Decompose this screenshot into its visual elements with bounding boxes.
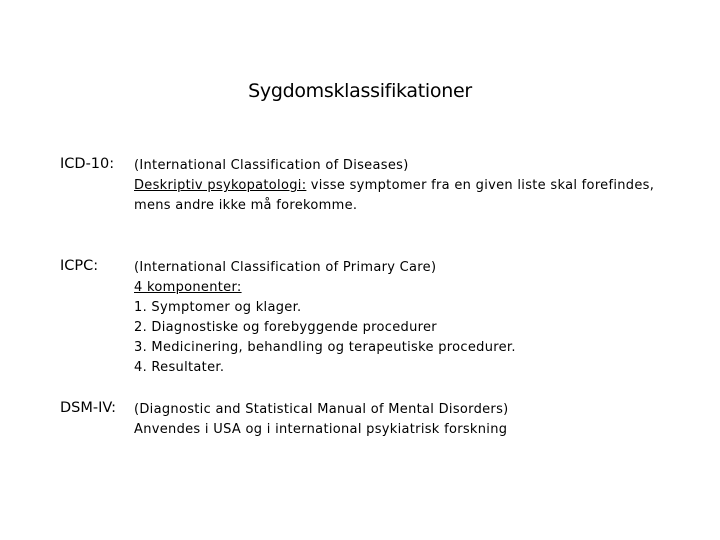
description-line: Anvendes i USA og i international psykiatrisk forskning — [134, 422, 508, 437]
full-name: (International Classification of Diseases) — [134, 158, 409, 173]
list-item: 4. Resultater. — [134, 360, 225, 375]
description-line — [134, 176, 694, 196]
term-description — [134, 156, 694, 216]
list-item: 1. Symptomer og klager. — [134, 300, 302, 315]
list-item: 3. Medicinering, behandling og terapeutiske procedurer. — [134, 340, 516, 355]
full-name: (International Classification of Primary Care) — [134, 260, 437, 275]
underlined-heading: 4 komponenter: — [134, 280, 242, 295]
description-line: mens andre ikke må forekomme. — [134, 198, 358, 213]
full-name: (Diagnostic and Statistical Manual of Mental Disorders) — [134, 402, 509, 417]
list-item: 2. Diagnostiske og forebyggende procedurer — [134, 320, 437, 335]
term-description — [134, 258, 694, 378]
term-label: DSM-IV: — [60, 400, 117, 416]
term-label: ICPC: — [60, 258, 99, 274]
term-label: ICD-10: — [60, 156, 115, 172]
underlined-heading: Deskriptiv psykopatologi: — [134, 178, 307, 193]
description-text: visse symptomer fra en given liste skal forefindes, — [306, 178, 655, 193]
term-description — [134, 400, 694, 440]
page-title: Sygdomsklassifikationer — [248, 80, 472, 102]
